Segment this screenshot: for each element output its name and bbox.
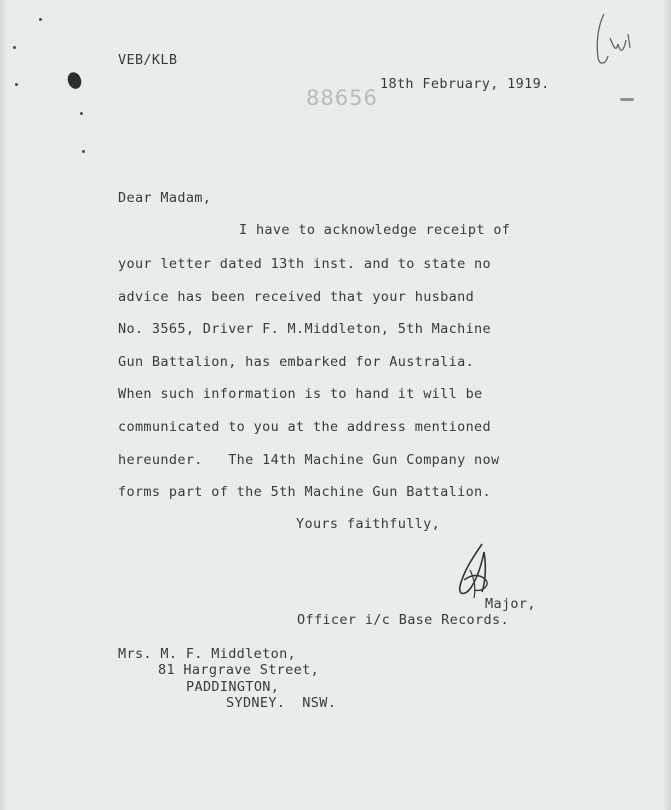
- body-line: forms part of the 5th Machine Gun Battalion.: [118, 484, 492, 500]
- corner-initials-mark-icon: [590, 8, 640, 70]
- body-line: Gun Battalion, has embarked for Australia.: [118, 354, 475, 370]
- speck-mark: [82, 150, 85, 153]
- signatory-title: Officer i/c Base Records.: [297, 612, 509, 628]
- signatory-rank: Major,: [485, 596, 536, 612]
- reference-code: VEB/KLB: [118, 52, 178, 68]
- pencil-dash-mark: [620, 98, 634, 101]
- salutation: Dear Madam,: [118, 190, 212, 206]
- speck-mark: [39, 18, 42, 21]
- address-line: Mrs. M. F. Middleton,: [118, 646, 297, 662]
- address-line: 81 Hargrave Street,: [158, 662, 320, 678]
- speck-mark: [13, 46, 16, 49]
- address-line: PADDINGTON,: [186, 679, 280, 695]
- signature-mark-icon: [452, 540, 500, 602]
- closing: Yours faithfully,: [296, 516, 441, 532]
- punch-hole-icon: [65, 70, 83, 90]
- body-line: No. 3565, Driver F. M.Middleton, 5th Machine: [118, 321, 492, 337]
- speck-mark: [80, 112, 83, 115]
- paper-left-edge: [0, 0, 8, 810]
- file-number-stamp: 88656: [306, 86, 378, 110]
- letter-date: 18th February, 1919.: [380, 76, 550, 92]
- body-line: your letter dated 13th inst. and to state no: [118, 256, 492, 272]
- speck-mark: [15, 83, 18, 86]
- body-line: communicated to you at the address mentioned: [118, 419, 492, 435]
- address-line: SYDNEY. NSW.: [226, 695, 337, 711]
- body-line: When such information is to hand it will be: [118, 386, 483, 402]
- body-line: hereunder. The 14th Machine Gun Company now: [118, 452, 500, 468]
- body-line: advice has been received that your husband: [118, 289, 475, 305]
- body-line: I have to acknowledge receipt of: [239, 222, 511, 238]
- paper-right-edge: [663, 0, 671, 810]
